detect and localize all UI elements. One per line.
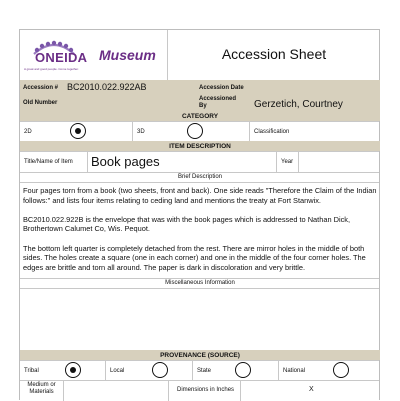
provenance-state-label: State <box>197 368 212 374</box>
old-number-label: Old Number <box>23 100 58 106</box>
category-2d-radio[interactable] <box>70 123 86 139</box>
medium-materials-text: Medium or Materials <box>27 382 56 395</box>
medium-materials-label <box>20 382 63 396</box>
logo-wordmark: ONEIDA <box>35 50 88 65</box>
provenance-tribal-label: Tribal <box>24 368 39 374</box>
title-name-value[interactable]: Book pages <box>91 154 160 169</box>
oneida-logo <box>22 32 86 80</box>
accession-number-label: Accession # <box>23 85 59 91</box>
category-2d-label: 2D <box>24 129 32 135</box>
misc-info-label: Miscellaneous Information <box>165 280 235 286</box>
accession-date-label: Accession Date <box>199 85 244 91</box>
dimensions-separator: X <box>309 386 314 393</box>
description-paragraph: Four pages torn from a book (two sheets, front and back). One side reads "Therefore the Claim of the Indian follows:" and lists four items relating to ceding land and mentions the treaty at Fort Stanwix. <box>23 186 377 205</box>
accession-number-value[interactable]: BC2010.022.922AB <box>67 82 147 92</box>
accession-sheet <box>19 29 380 400</box>
accessioned-by-value[interactable]: Gerzetich, Courtney <box>254 99 343 110</box>
dimensions-label: Dimensions in Inches <box>177 387 235 393</box>
radio-selected-dot <box>75 128 82 135</box>
year-label: Year <box>281 159 294 165</box>
provenance-local-label: Local <box>110 368 125 374</box>
provenance-state-radio[interactable] <box>235 362 251 378</box>
accessioned-by-text: Accessioned By <box>199 96 237 109</box>
provenance-local-radio[interactable] <box>152 362 168 378</box>
description-paragraph: BC2010.022.922B is the envelope that was with the book pages which is addressed to Nathan Dick, Brothertown Calumet Co, Wis. Pequot. <box>23 214 351 234</box>
category-heading: CATEGORY <box>181 113 219 120</box>
category-3d-radio[interactable] <box>187 123 203 139</box>
brief-description-text[interactable] <box>23 186 377 272</box>
accessioned-by-label <box>199 96 235 110</box>
provenance-tribal-radio[interactable] <box>65 362 81 378</box>
logo-tagline: A great and good people. Come together. <box>24 67 79 71</box>
page-title: Accession Sheet <box>221 46 327 62</box>
title-name-label: Title/Name of Item <box>24 159 73 165</box>
brief-description-label: Brief Description <box>177 174 222 180</box>
misc-info-field[interactable] <box>20 289 380 350</box>
item-description-heading: ITEM DESCRIPTION <box>169 143 231 150</box>
category-3d-label: 3D <box>137 129 145 135</box>
provenance-national-radio[interactable] <box>333 362 349 378</box>
provenance-heading: PROVENANCE (SOURCE) <box>160 352 240 359</box>
classification-label: Classification <box>254 129 290 135</box>
radio-selected-dot <box>70 367 77 374</box>
museum-label: Museum <box>99 47 156 63</box>
description-paragraph: The bottom left quarter is completely detached from the rest. There are mirror holes in the middle of both sides. The holes create a square (one in each corner) and one in the middle of the four corner holes. The edges are brittle and torn all around. The paper is dark in discoloration and very brittle. <box>23 243 366 272</box>
provenance-national-label: National <box>283 368 306 374</box>
